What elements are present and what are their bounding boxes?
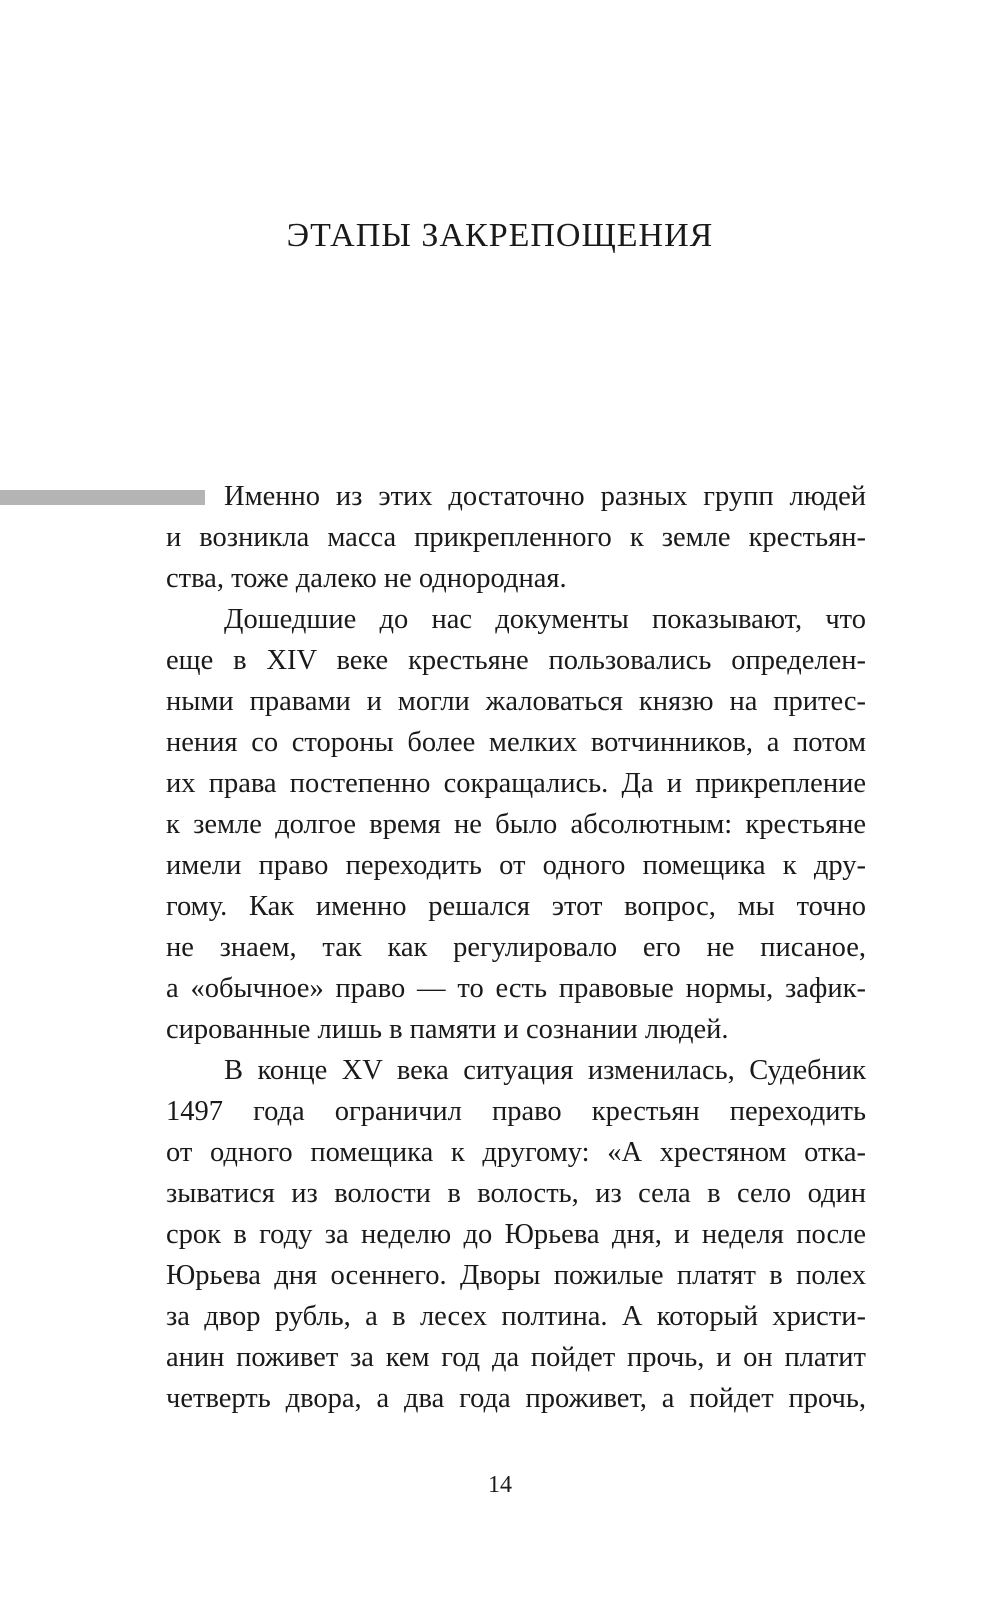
- text-line: В конце XV века ситуация изменилась, Судебник: [224, 1055, 866, 1086]
- text-line: Именно из этих достаточно разных групп людей: [224, 481, 866, 512]
- text-line: и возникла масса прикрепленного к земле крестьян-: [166, 522, 866, 553]
- paragraph: [166, 476, 866, 599]
- text-line: срок в году за неделю до Юрьева дня, и неделя после: [166, 1219, 866, 1250]
- text-line: анин поживет за кем год да пойдет прочь, и он платит: [166, 1342, 866, 1373]
- text-line: ства, тоже далеко не однородная.: [166, 563, 567, 594]
- text-line: за двор рубль, а в лесех полтина. А который христи-: [166, 1301, 866, 1332]
- text-line: зыватися из волости в волость, из села в село один: [166, 1178, 866, 1209]
- text-line: к земле долгое время не было абсолютным: крестьяне: [166, 809, 866, 840]
- text-line: четверть двора, а два года проживет, а пойдет прочь,: [166, 1383, 866, 1414]
- text-line: а «обычное» право — то есть правовые нормы, зафик-: [166, 973, 866, 1004]
- text-line: Юрьева дня осеннего. Дворы пожилые платят в полех: [166, 1260, 866, 1291]
- text-line: 1497 года ограничил право крестьян переходить: [166, 1096, 866, 1127]
- text-line: имели право переходить от одного помещика к дру-: [166, 850, 866, 881]
- page-number: 14: [488, 1472, 512, 1498]
- paragraph: [166, 1050, 866, 1419]
- text-line: не знаем, так как регулировало его не писаное,: [166, 932, 866, 963]
- text-line: от одного помещика к другому: «А хрестяном отка-: [166, 1137, 866, 1168]
- body-text: [166, 476, 866, 1419]
- text-line: гому. Как именно решался этот вопрос, мы точно: [166, 891, 866, 922]
- text-line: нения со стороны более мелких вотчинников, а потом: [166, 727, 866, 758]
- paragraph: [166, 599, 866, 1050]
- text-line: сированные лишь в памяти и сознании людей.: [166, 1014, 729, 1045]
- text-line: их права постепенно сокращались. Да и прикрепление: [166, 768, 866, 799]
- chapter-title: ЭТАПЫ ЗАКРЕПОЩЕНИЯ: [286, 217, 714, 254]
- text-line: еще в XIV веке крестьяне пользовались определен-: [166, 645, 866, 676]
- text-line: ными правами и могли жаловаться князю на притес-: [166, 686, 866, 717]
- text-line: Дошедшие до нас документы показывают, что: [224, 604, 866, 635]
